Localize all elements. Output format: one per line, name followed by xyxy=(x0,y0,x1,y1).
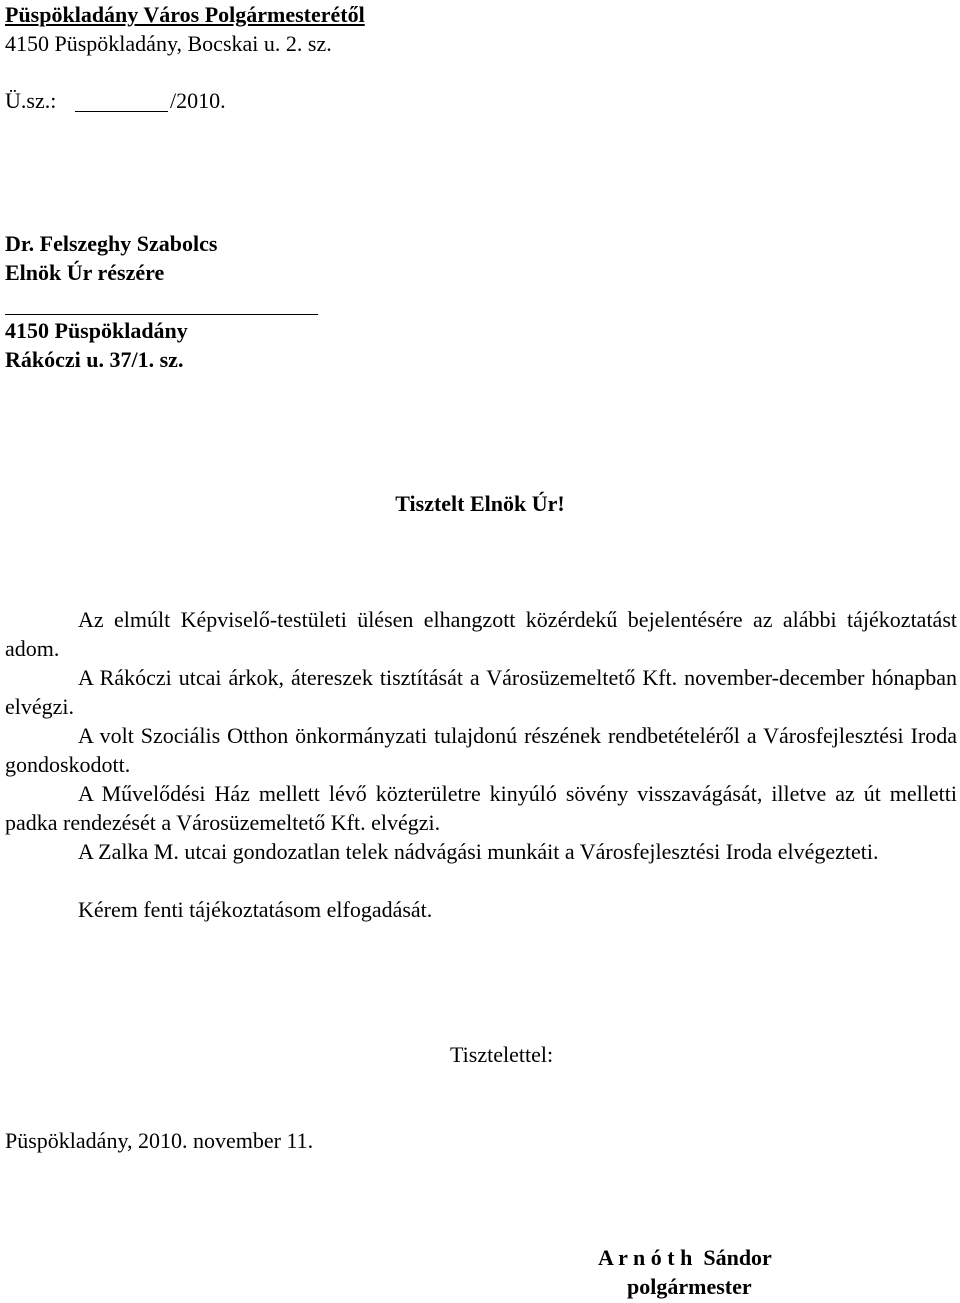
body-paragraph-2: A Rákóczi utcai árkok, átereszek tisztítását a Városüzemeltető Kft. november-december hónapban elvégzi. xyxy=(5,665,957,719)
body-paragraph-3: A volt Szociális Otthon önkormányzati tulajdonú részének rendbetételéről a Városfejlesztési Iroda gondoskodott. xyxy=(5,723,957,777)
signature-role: polgármester xyxy=(627,1274,752,1299)
reference-suffix: /2010. xyxy=(170,88,226,113)
signature-last-name: Sándor xyxy=(703,1245,772,1270)
salutation: Tisztelt Elnök Úr! xyxy=(395,491,565,516)
signature-name xyxy=(598,1243,772,1272)
body-paragraph-6: Kérem fenti tájékoztatásom elfogadását. xyxy=(78,897,433,922)
place-date: Püspökladány, 2010. november 11. xyxy=(5,1128,314,1153)
recipient-title: Elnök Úr részére xyxy=(5,260,165,285)
closing: Tisztelettel: xyxy=(450,1042,554,1067)
recipient-name: Dr. Felszeghy Szabolcs xyxy=(5,231,218,256)
recipient-divider xyxy=(5,314,318,315)
reference-blank-line xyxy=(75,111,168,112)
body-paragraph-4: A Művelődési Ház mellett lévő közterületre kinyúló sövény visszavágását, illetve az út melletti padka rendezését a Városüzemeltető Kft. elvégzi. xyxy=(5,781,957,835)
recipient-street: Rákóczi u. 37/1. sz. xyxy=(5,347,184,372)
body-paragraph-5: A Zalka M. utcai gondozatlan telek nádvágási munkáit a Városfejlesztési Iroda elvégezteti. xyxy=(78,839,879,864)
sender-name: Püspökladány Város Polgármesterétől xyxy=(5,2,365,27)
reference-label: Ü.sz.: xyxy=(5,88,57,113)
signature-first-name: A r n ó t h xyxy=(598,1245,693,1270)
body-paragraph-1: Az elmúlt Képviselő-testületi ülésen elhangzott közérdekű bejelentésére az alábbi tájékoztatást adom. xyxy=(5,607,957,661)
sender-address: 4150 Püspökladány, Bocskai u. 2. sz. xyxy=(5,31,332,56)
recipient-city: 4150 Püspökladány xyxy=(5,318,188,343)
